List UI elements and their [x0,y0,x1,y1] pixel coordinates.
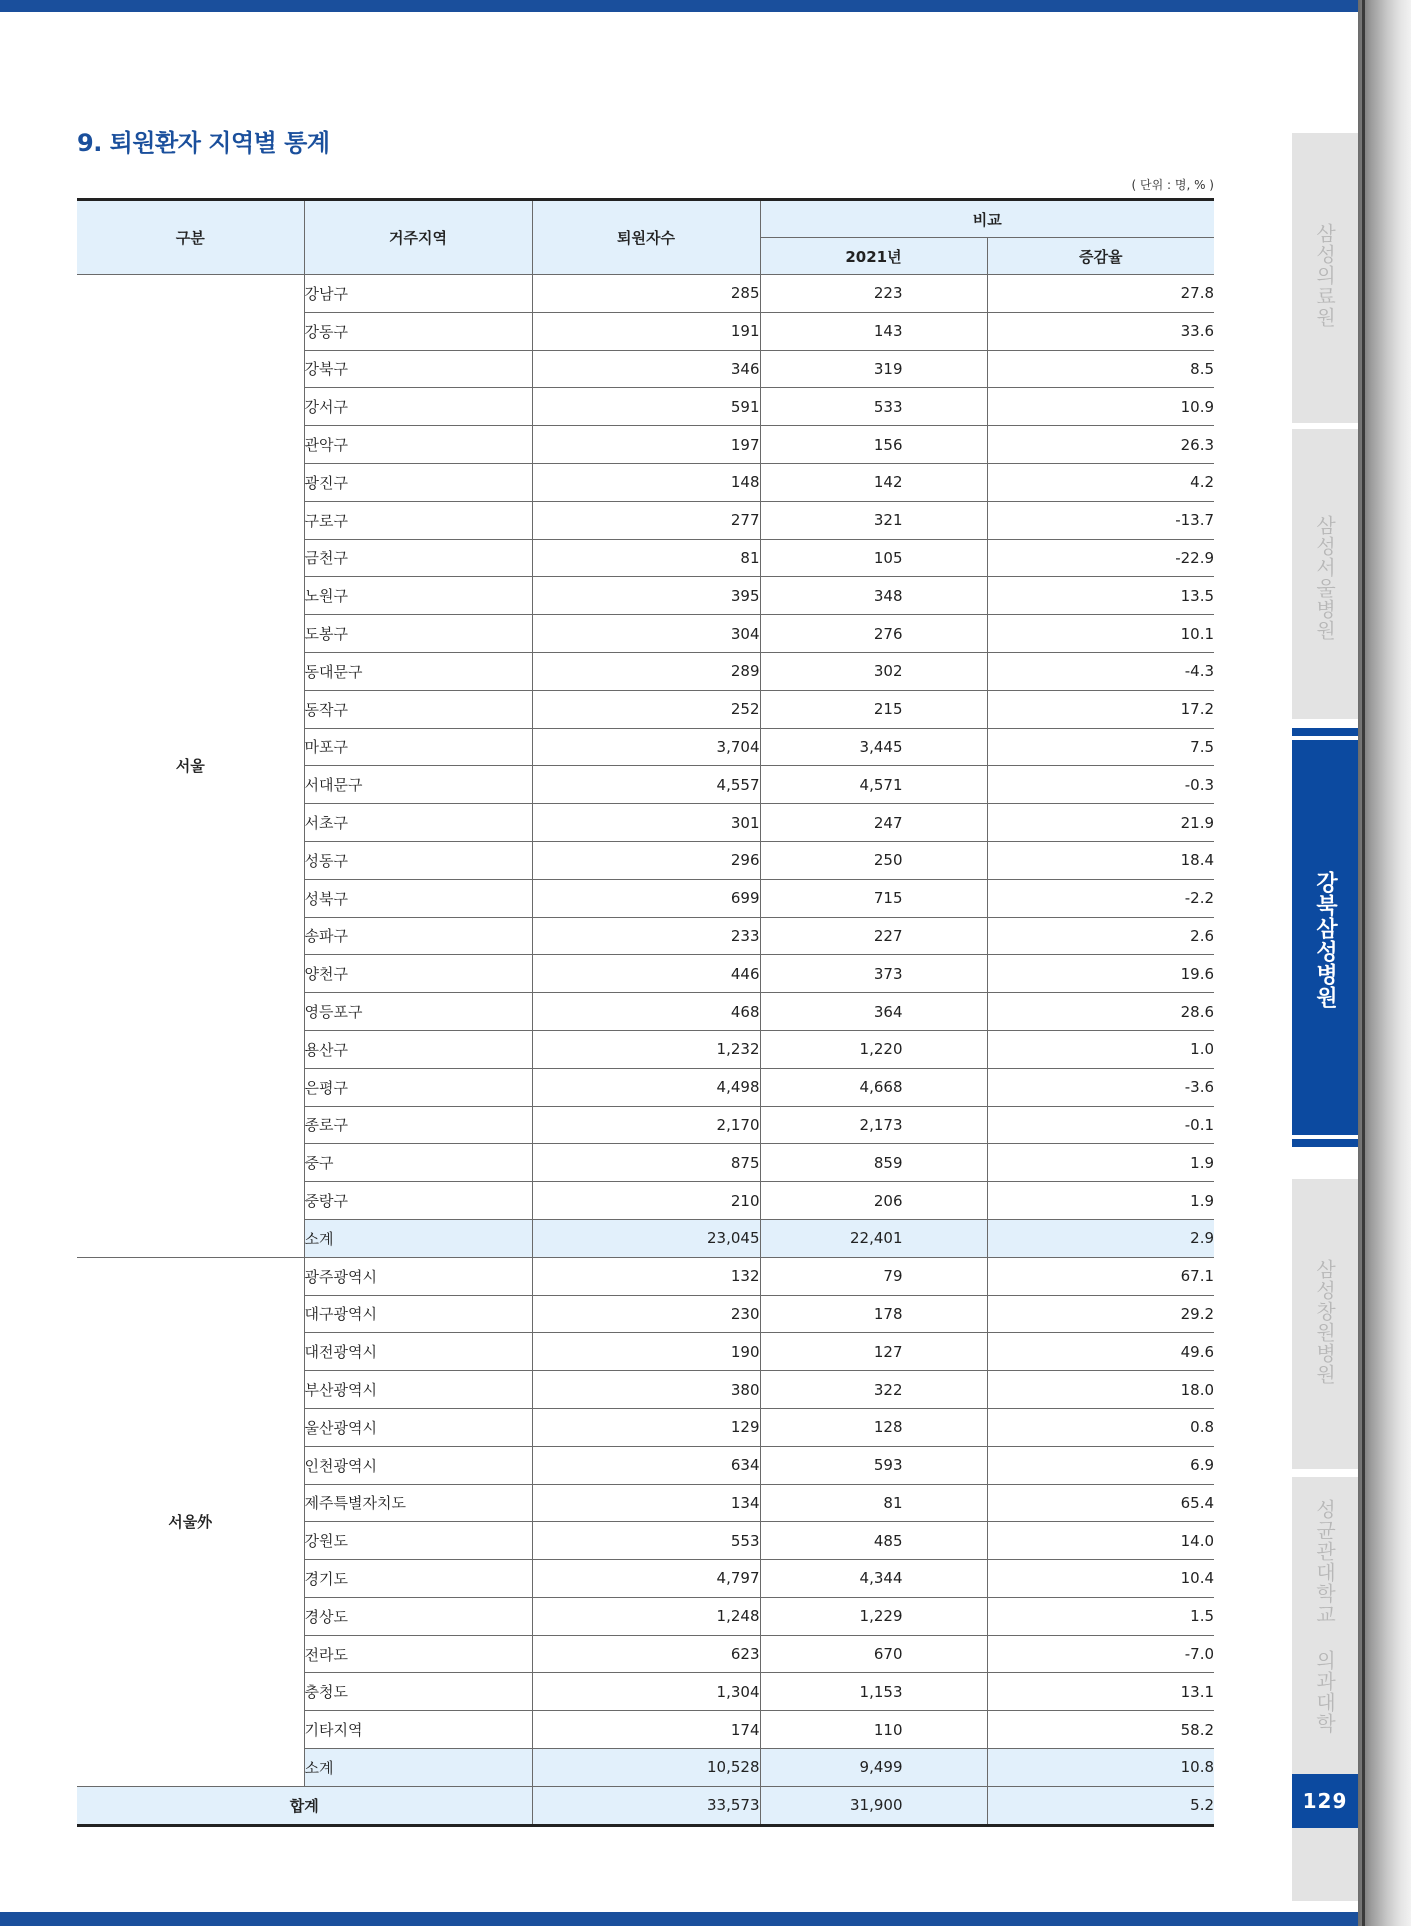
discharged-cell: 1,304 [532,1673,760,1711]
region-cell: 광진구 [304,463,532,501]
rate-cell: 58.2 [987,1711,1214,1749]
region-cell: 전라도 [304,1635,532,1673]
discharged-cell: 380 [532,1371,760,1409]
subtotal-label: 소계 [304,1219,532,1257]
region-cell: 도봉구 [304,615,532,653]
rate-cell: -22.9 [987,539,1214,577]
discharged-cell: 446 [532,955,760,993]
total-row [77,1786,1214,1825]
region-cell: 양천구 [304,955,532,993]
rate-cell: -4.3 [987,652,1214,690]
prev-year-cell: 319 [760,350,987,388]
prev-year-cell: 105 [760,539,987,577]
side-tab-label: 강북삼성병원 [1312,871,1338,1009]
discharged-cell: 2,170 [532,1106,760,1144]
rate-cell: 14.0 [987,1522,1214,1560]
side-tab-samsung-changwon[interactable] [1292,1179,1358,1469]
prev-year-cell: 322 [760,1371,987,1409]
side-tab-label: 삼성의료원 [1312,223,1337,328]
side-tab-skku-medicine[interactable] [1292,1477,1358,1901]
side-tab-label: 삼성서울병원 [1312,515,1337,641]
discharged-cell: 289 [532,652,760,690]
discharged-cell: 875 [532,1144,760,1182]
region-cell: 관악구 [304,426,532,464]
discharged-cell: 699 [532,879,760,917]
rate-cell: 67.1 [987,1257,1214,1295]
prev-year-cell: 215 [760,690,987,728]
region-cell: 강서구 [304,388,532,426]
total-rate: 5.2 [987,1786,1214,1825]
prev-year-cell: 178 [760,1295,987,1333]
rate-cell: 28.6 [987,993,1214,1031]
table-row [77,1257,1214,1295]
discharged-cell: 4,557 [532,766,760,804]
top-border-rule [0,0,1358,12]
rate-cell: 1.9 [987,1144,1214,1182]
prev-year-cell: 1,153 [760,1673,987,1711]
prev-year-cell: 1,220 [760,1030,987,1068]
region-cell: 노원구 [304,577,532,615]
subtotal-prev-year: 22,401 [760,1219,987,1257]
side-tab-samsung-medical[interactable] [1292,133,1358,423]
discharged-cell: 591 [532,388,760,426]
prev-year-cell: 3,445 [760,728,987,766]
rate-cell: 18.0 [987,1371,1214,1409]
discharged-cell: 3,704 [532,728,760,766]
prev-year-cell: 1,229 [760,1597,987,1635]
region-cell: 부산광역시 [304,1371,532,1409]
rate-cell: 13.1 [987,1673,1214,1711]
discharged-cell: 129 [532,1408,760,1446]
prev-year-cell: 670 [760,1635,987,1673]
region-cell: 송파구 [304,917,532,955]
table-row [77,275,1214,313]
region-cell: 중구 [304,1144,532,1182]
prev-year-cell: 227 [760,917,987,955]
side-tab-label: 성균관대학교 의과대학 [1312,1499,1337,1734]
prev-year-cell: 2,173 [760,1106,987,1144]
region-cell: 강원도 [304,1522,532,1560]
discharged-cell: 634 [532,1446,760,1484]
discharged-cell: 197 [532,426,760,464]
prev-year-cell: 79 [760,1257,987,1295]
rate-cell: 2.6 [987,917,1214,955]
discharged-cell: 277 [532,501,760,539]
subtotal-discharged: 10,528 [532,1749,760,1787]
discharged-cell: 174 [532,1711,760,1749]
prev-year-cell: 348 [760,577,987,615]
region-cell: 충청도 [304,1673,532,1711]
rate-cell: 19.6 [987,955,1214,993]
book-page-edge [1358,0,1411,1926]
rate-cell: -0.1 [987,1106,1214,1144]
region-cell: 성북구 [304,879,532,917]
total-label: 합계 [77,1786,532,1825]
discharged-cell: 132 [532,1257,760,1295]
group-label: 서울 [77,275,304,1258]
subtotal-rate: 2.9 [987,1219,1214,1257]
prev-year-cell: 533 [760,388,987,426]
prev-year-cell: 223 [760,275,987,313]
rate-cell: 8.5 [987,350,1214,388]
rate-cell: 29.2 [987,1295,1214,1333]
header-rate: 증감율 [987,238,1214,275]
discharged-cell: 301 [532,804,760,842]
region-cell: 기타지역 [304,1711,532,1749]
region-cell: 광주광역시 [304,1257,532,1295]
rate-cell: 0.8 [987,1408,1214,1446]
prev-year-cell: 4,571 [760,766,987,804]
prev-year-cell: 364 [760,993,987,1031]
prev-year-cell: 81 [760,1484,987,1522]
rate-cell: 49.6 [987,1333,1214,1371]
rate-cell: 6.9 [987,1446,1214,1484]
header-year: 2021년 [760,238,987,275]
region-cell: 서대문구 [304,766,532,804]
region-cell: 서초구 [304,804,532,842]
discharged-cell: 134 [532,1484,760,1522]
rate-cell: -0.3 [987,766,1214,804]
section-title: 9. 퇴원환자 지역별 통계 [77,129,330,157]
discharged-cell: 1,248 [532,1597,760,1635]
region-cell: 성동구 [304,841,532,879]
region-cell: 구로구 [304,501,532,539]
total-discharged: 33,573 [532,1786,760,1825]
discharged-cell: 230 [532,1295,760,1333]
region-cell: 강남구 [304,275,532,313]
book-spine-line [1362,0,1365,1926]
header-category: 구분 [77,200,304,275]
prev-year-cell: 128 [760,1408,987,1446]
subtotal-discharged: 23,045 [532,1219,760,1257]
prev-year-cell: 143 [760,312,987,350]
prev-year-cell: 110 [760,1711,987,1749]
region-cell: 금천구 [304,539,532,577]
discharged-cell: 395 [532,577,760,615]
subtotal-rate: 10.8 [987,1749,1214,1787]
header-region: 거주지역 [304,200,532,275]
region-cell: 마포구 [304,728,532,766]
rate-cell: 10.4 [987,1560,1214,1598]
rate-cell: 17.2 [987,690,1214,728]
side-tab-samsung-seoul[interactable] [1292,429,1358,719]
discharged-cell: 304 [532,615,760,653]
discharged-cell: 623 [532,1635,760,1673]
discharged-cell: 233 [532,917,760,955]
discharged-cell: 252 [532,690,760,728]
discharged-cell: 4,797 [532,1560,760,1598]
prev-year-cell: 127 [760,1333,987,1371]
subtotal-prev-year: 9,499 [760,1749,987,1787]
prev-year-cell: 485 [760,1522,987,1560]
rate-cell: 10.9 [987,388,1214,426]
prev-year-cell: 859 [760,1144,987,1182]
region-cell: 동대문구 [304,652,532,690]
rate-cell: 65.4 [987,1484,1214,1522]
side-tab-label: 삼성창원병원 [1312,1259,1337,1385]
region-cell: 동작구 [304,690,532,728]
discharged-cell: 1,232 [532,1030,760,1068]
region-cell: 용산구 [304,1030,532,1068]
header-discharged: 퇴원자수 [532,200,760,275]
prev-year-cell: 4,344 [760,1560,987,1598]
discharged-cell: 296 [532,841,760,879]
rate-cell: 1.5 [987,1597,1214,1635]
region-cell: 영등포구 [304,993,532,1031]
side-tab-kangbuk-samsung[interactable] [1292,728,1358,1147]
rate-cell: 21.9 [987,804,1214,842]
subtotal-label: 소계 [304,1749,532,1787]
region-cell: 제주특별자치도 [304,1484,532,1522]
region-cell: 강동구 [304,312,532,350]
region-cell: 울산광역시 [304,1408,532,1446]
discharged-cell: 468 [532,993,760,1031]
rate-cell: 1.9 [987,1182,1214,1220]
region-cell: 경상도 [304,1597,532,1635]
rate-cell: 27.8 [987,275,1214,313]
rate-cell: 33.6 [987,312,1214,350]
prev-year-cell: 4,668 [760,1068,987,1106]
table-body [77,275,1214,1826]
discharged-cell: 190 [532,1333,760,1371]
prev-year-cell: 276 [760,615,987,653]
region-cell: 은평구 [304,1068,532,1106]
region-cell: 대구광역시 [304,1295,532,1333]
prev-year-cell: 142 [760,463,987,501]
region-cell: 대전광역시 [304,1333,532,1371]
discharged-cell: 210 [532,1182,760,1220]
rate-cell: 1.0 [987,1030,1214,1068]
region-cell: 종로구 [304,1106,532,1144]
prev-year-cell: 373 [760,955,987,993]
region-cell: 강북구 [304,350,532,388]
prev-year-cell: 247 [760,804,987,842]
group-label: 서울外 [77,1257,304,1786]
prev-year-cell: 302 [760,652,987,690]
rate-cell: 10.1 [987,615,1214,653]
region-cell: 중랑구 [304,1182,532,1220]
prev-year-cell: 321 [760,501,987,539]
prev-year-cell: 206 [760,1182,987,1220]
total-prev-year: 31,900 [760,1786,987,1825]
discharged-cell: 81 [532,539,760,577]
discharged-cell: 191 [532,312,760,350]
discharged-cell: 346 [532,350,760,388]
bottom-border-rule [0,1912,1358,1926]
unit-label: ( 단위 : 명, % ) [1131,178,1214,192]
discharge-region-table [77,198,1214,1827]
rate-cell: 4.2 [987,463,1214,501]
discharged-cell: 148 [532,463,760,501]
discharged-cell: 285 [532,275,760,313]
discharged-cell: 4,498 [532,1068,760,1106]
discharged-cell: 553 [532,1522,760,1560]
prev-year-cell: 593 [760,1446,987,1484]
prev-year-cell: 715 [760,879,987,917]
rate-cell: -7.0 [987,1635,1214,1673]
rate-cell: -3.6 [987,1068,1214,1106]
prev-year-cell: 250 [760,841,987,879]
rate-cell: -2.2 [987,879,1214,917]
region-cell: 경기도 [304,1560,532,1598]
rate-cell: 13.5 [987,577,1214,615]
rate-cell: -13.7 [987,501,1214,539]
prev-year-cell: 156 [760,426,987,464]
region-cell: 인천광역시 [304,1446,532,1484]
rate-cell: 26.3 [987,426,1214,464]
rate-cell: 18.4 [987,841,1214,879]
page-number: 129 [1292,1774,1358,1828]
rate-cell: 7.5 [987,728,1214,766]
header-comparison: 비교 [760,200,1214,238]
